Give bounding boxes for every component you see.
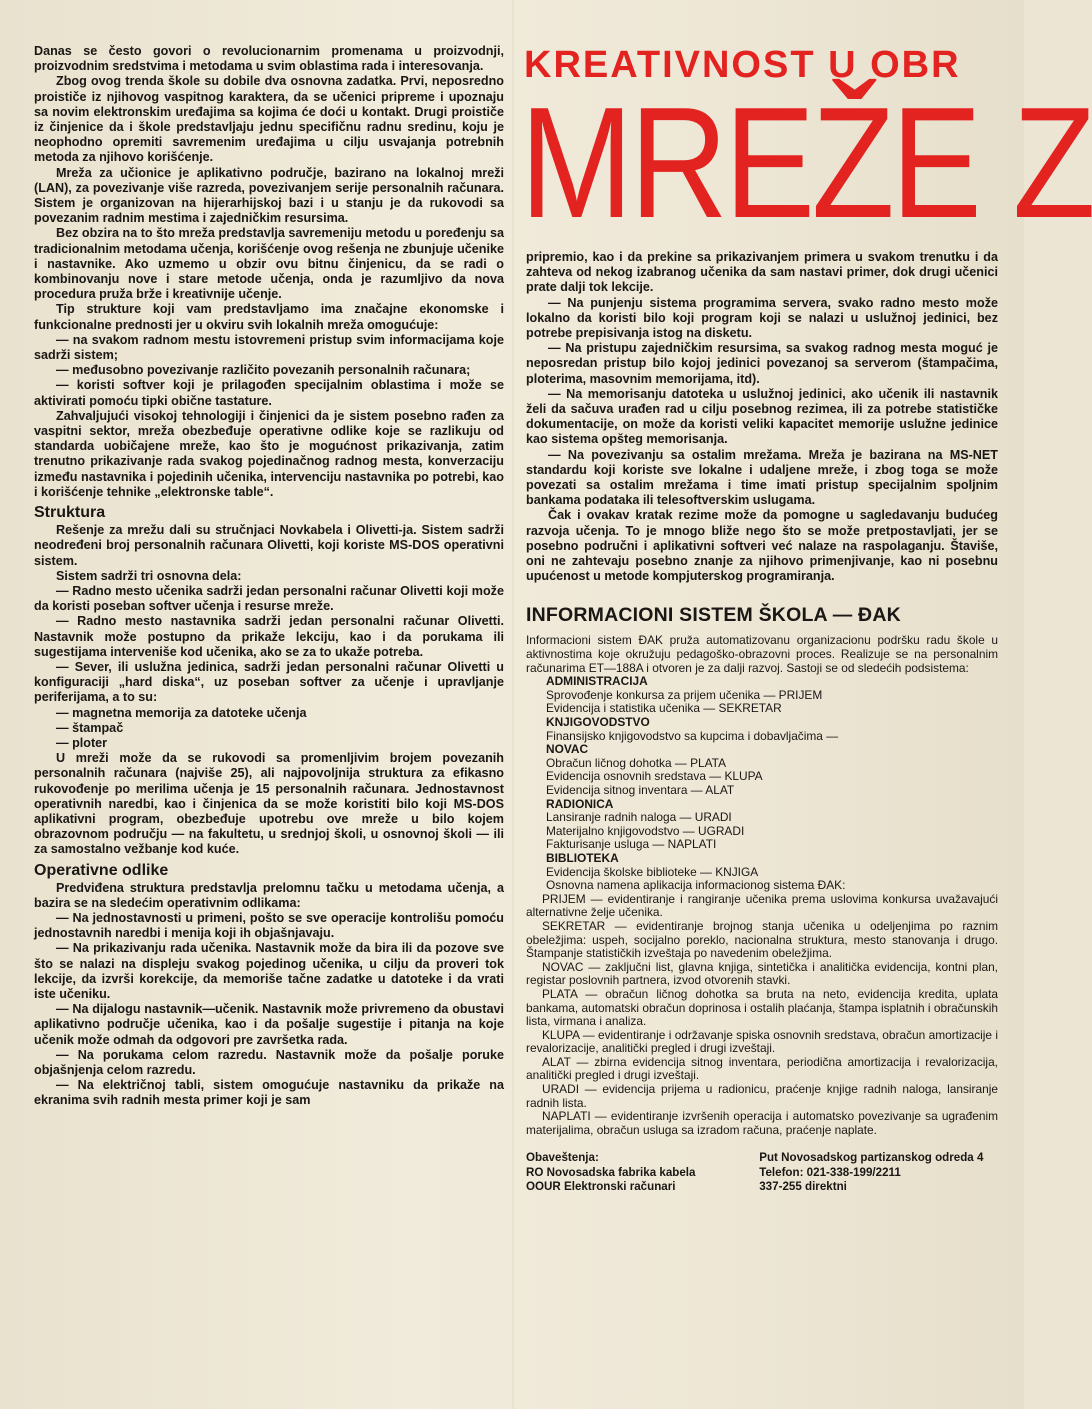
article-paragraph: — štampač	[56, 720, 124, 735]
subsystem-heading: RADIONICA	[546, 796, 614, 811]
info-line: Fakturisanje usluga — NAPLATI	[546, 837, 717, 852]
article-paragraph: Sistem sadrži tri osnovna dela:	[56, 568, 242, 583]
info-line: Lansiranje radnih naloga — URADI	[546, 810, 732, 825]
info-line: Materijalno knjigovodstvo — UGRADI	[546, 823, 745, 838]
page-fold	[512, 0, 514, 1409]
info-box	[526, 604, 998, 1194]
article-paragraph: — na svakom radnom mestu istovremeni pristup svim informacijama koje sadrži sistem;	[34, 332, 504, 363]
subsystem-heading: ADMINISTRACIJA	[546, 674, 648, 689]
article-paragraph: — Na memorisanju datoteka u uslužnoj jedinici, ako učenik ili nastavnik želi da sačuva urađen rad u cilju posebnog rezimea, ili za potrebe statističke dokumentacije, on može da koristi veliki kapacitet memorije uslužne jedinice kao sistema opšteg memorisanja.	[526, 386, 998, 447]
article-paragraph: — Na prikazivanju rada učenika. Nastavnik može da bira ili da pozove sve što se nalazi na displeju svakog pojedinog učenika, u cilju da proveri tok lekcije, da izvrši korekcije, da memoriše tačne zadatke u datoteke i da vrati iste učeniku.	[34, 941, 504, 1001]
info-line: ALAT — zbirna evidencija sitnog inventara, periodična amortizacija i revalorizacija, analitički pregled i drugi izveštaji.	[526, 1054, 998, 1083]
contact-footer	[526, 1151, 998, 1194]
info-line: Obračun ličnog dohotka — PLATA	[546, 755, 726, 770]
footer-notice-label: Obaveštenja:	[526, 1151, 599, 1165]
article-paragraph: — međusobno povezivanje različito povezanih personalnih računara;	[56, 363, 471, 378]
footer-direct-line: 337-255 direktni	[759, 1179, 847, 1193]
right-column	[526, 250, 998, 1360]
subsystem-heading: NOVAC	[546, 742, 589, 757]
article-paragraph: — Na punjenju sistema programima servera, svako radno mesto može lokalno da koristi bilo koji program koji se nalazi u uslužnoj jedinici, bez potrebe prepisivanja istog na disketu.	[526, 295, 998, 341]
info-line: PRIJEM — evidentiranje i rangiranje učenika prema uslovima konkursa uvažavajući alternativne želje učenika.	[526, 891, 998, 920]
article-paragraph: Danas se često govori o revolucionarnim promenama u proizvodnji, proizvodnim sredstvima i metodama u svim oblastima rada i interesovanja.	[34, 44, 504, 74]
article-paragraph: Bez obzira na to što mreža predstavlja savremeniju metodu u poređenju sa tradicionalnim metodama učenja, korišćenje ovog rešenja ne zbunjuje učenike i nastavnike. Ako uzmemo u obzir ovu bitnu činjenicu, da se radi o kombinovanju nove i stare metode učenja, onda je razumljivo da nova procedura pruža brže i kreativnije učenje.	[34, 226, 504, 302]
info-line: SEKRETAR — evidentiranje brojnog stanja učenika u odeljenjima po raznim obeležjima: uspeh, socijalno poreklo, nacionalna struktura, mesto stanovanja i drugo. Štampanje statističkih izveštaja po navedenim obeležjima.	[526, 918, 998, 961]
left-article-column	[34, 44, 504, 1370]
article-paragraph: pripremio, kao i da prekine sa prikazivanjem primera u svakom trenutku i da zahteva od nekog izabranog učenika da sam nastavi primer, dok drugi učenici prate dalji tok lekcije.	[526, 250, 998, 295]
info-line: PLATA — obračun ličnog dohotka sa bruta na neto, evidencija kredita, uplata bankama, automatski obračun doprinosa i ostalih plaćanja, štampa isplatnih i obračunskih lista, virmana i analiza.	[526, 986, 998, 1029]
subsystem-heading: BIBLIOTEKA	[546, 850, 619, 865]
info-line: Evidencija i statistika učenika — SEKRETAR	[546, 701, 782, 716]
info-box-title: INFORMACIONI SISTEM ŠKOLA — ĐAK	[526, 604, 901, 627]
article-paragraph: — koristi softver koji je prilagođen specijalnim oblastima i može se aktivirati pomoću tipki obične tastature.	[34, 378, 504, 408]
article-paragraph: — Na jednostavnosti u primeni, pošto se sve operacije kontrolišu pomoću jednostavnih naredbi i menija koji ih objašnjavaju.	[34, 910, 504, 941]
info-line: NOVAC — zaključni list, glavna knjiga, sintetička i analitička evidencija, kontni plan, registar poslovnih partnera, izvod otvorenih stavki.	[526, 959, 998, 988]
info-line: Finansijsko knjigovodstvo sa kupcima i dobavljačima —	[546, 728, 839, 743]
footer-unit: OOUR Elektronski računari	[526, 1179, 676, 1193]
info-line: Evidencija školske biblioteke — KNJIGA	[546, 864, 759, 879]
article-paragraph: — Na pristupu zajedničkim resursima, sa svakog radnog mesta moguć je neposredan pristup bilo kojoj jedinici povezanoj sa serverom (štampačima, ploterima, masovnim memorijama, itd).	[526, 341, 998, 386]
masthead	[520, 40, 1092, 251]
article-paragraph: Tip strukture koji vam predstavljamo ima značajne ekonomske i funkcionalne prednosti jer u okviru svih lokalnih mreža omogućuje:	[34, 302, 504, 332]
info-line: Sprovođenje konkursa za prijem učenika — PRIJEM	[546, 687, 823, 702]
footer-phone: Telefon: 021-338-199/2211	[759, 1165, 901, 1179]
right-article-continuation	[526, 250, 998, 584]
article-paragraph: — Sever, ili uslužna jedinica, sadrži jedan personalni računar Olivetti u konfiguraciji „hard diska“, uz poseban softver za učenje i upravljanje periferijama, a to su:	[34, 659, 504, 705]
info-line: NAPLATI — evidentiranje izvršenih operacija i automatsko povezivanje sa ugrađenim materijalima, obračun usluga sa izradom računa, praćenje naplate.	[526, 1109, 998, 1137]
info-line: Evidencija sitnog inventara — ALAT	[546, 783, 735, 797]
main-headline: MREŽE Z	[520, 75, 1092, 251]
article-paragraph: Rešenje za mrežu dali su stručnjaci Novkabela i Olivetti-ja. Sistem sadrži neodređeni broj personalnih računara Olivetti, koji koriste MS-DOS operativni sistem.	[34, 523, 504, 568]
section-heading: Operativne odlike	[34, 861, 169, 879]
info-box-body	[526, 634, 998, 1137]
info-line: Informacioni sistem ĐAK pruža automatizovanu organizacionu podršku radu škole u aktivnostima koje okružuju pedagoško-obrazovni proces. Realizuje se na personalnim računarima ET—188A i otvoren je za dalji razvoj. Sastoji se od sledećih podsistema:	[526, 633, 998, 675]
article-paragraph: Predviđena struktura predstavlja prelomnu tačku u metodama učenja, a bazira se na sledećim operativnim odlikama:	[34, 880, 504, 910]
article-paragraph: — Na električnoj tabli, sistem omogućuje nastavniku da prikaže na ekranima svih radnih mesta primer koji je sam	[34, 1078, 504, 1108]
article-paragraph: Mreža za učionice je aplikativno područje, bazirano na lokalnoj mreži (LAN), za povezivanje više razreda, povezivanjem serije personalnih računara. Sistem je organizovan na hijerarhijskoj bazi i u stanju je da rukovodi sa povezanim radnim mestima i zajedničkim resursima.	[34, 165, 504, 226]
info-line: URADI — evidencija prijema u radionicu, praćenje knjige radnih naloga, lansiranje radnih lista.	[526, 1082, 998, 1110]
article-paragraph: — Na porukama celom razredu. Nastavnik može da pošalje poruke objašnjenja celom razredu.	[34, 1047, 504, 1077]
info-line: KLUPA — evidentiranje i održavanje spiska osnovnih sredstava, obračun amortizacije i revalorizacije, analitički pregled i drugi izveštaji.	[526, 1027, 998, 1056]
article-paragraph: — Na dijalogu nastavnik—učenik. Nastavnik može privremeno da obustavi aplikativno područje učenika, kao i da pošalje sugestije i pitanja na koje učenik može odmah da odgovori pre završetka rada.	[34, 1002, 504, 1047]
info-line: Evidencija osnovnih sredstava — KLUPA	[546, 769, 763, 784]
article-paragraph: Zahvaljujući visokoj tehnologiji i činjenici da je sistem posebno rađen za vaspitni sektor, mreža obezbeđuje operativne odlike koje se razlikuju od standarda uobičajene mreže, kao što je mogućnost prikazivanja, zatim trenutno prikazivanje rada svakog pojedinačnog radnog mesta, konverzaciju između nastavnika i pojedinih učenika, intervenciju nastavnika po potrebi, kao i korišćenje tehnike „elektronske table“.	[34, 408, 504, 499]
footer-address: Put Novosadskog partizanskog odreda 4	[759, 1151, 984, 1165]
kicker-headline: KREATIVNOST U OBR	[524, 44, 961, 86]
subsystem-heading: KNJIGOVODSTVO	[546, 715, 650, 730]
footer-company: RO Novosadska fabrika kabela	[526, 1165, 696, 1179]
article-paragraph: — Radno mesto nastavnika sadrži jedan personalni računar Olivetti. Nastavnik može postupno da prikaže lekciju, kao i da porukama ili sugestijama interveniše kod učenika, ako se za to ukaže potreba.	[34, 614, 504, 659]
article-paragraph: — Radno mesto učenika sadrži jedan personalni računar Olivetti koji može da koristi poseban softver učenja i resurse mreže.	[34, 583, 504, 614]
article-paragraph: — ploter	[56, 735, 108, 750]
article-paragraph: Zbog ovog trenda škole su dobile dva osnovna zadatka. Prvi, neposredno proističe iz njihovog vaspitnog karaktera, da se učenici pripreme i upoznaju sa novim elektronskim uređajima sa kojima će doći u kontakt. Drugi proističe iz činjenice da i škole predstavljaju jednu specifičnu radnu sredinu, koju je neophodno opremiti savremenim uređajima u cilju usvajanja potrebnih metoda za njihovo korišćenje.	[34, 74, 504, 165]
article-paragraph: — magnetna memorija za datoteke učenja	[56, 705, 307, 720]
info-line: Osnovna namena aplikacija informacionog sistema ĐAK:	[546, 878, 846, 893]
section-heading: Struktura	[34, 504, 106, 522]
article-paragraph: U mreži može da se rukovodi sa promenljivim brojem povezanih personalnih računara (najviše 25), ali najpovoljnija struktura za efikasno rukovođenje po merilima učenja je 15 personalnih računara. Jednostavnost operativnih naredbi, kao i činjenica da se može koristiti bilo koji MS-DOS aplikativni program, obezbeđuje upotrebu ove mreže u bilo kojem obrazovnom području — na fakultetu, u srednjoj školi, u osnovnoj školi — ili za samostalno vežbanje kod kuće.	[34, 751, 504, 857]
article-paragraph: — Na povezivanju sa ostalim mrežama. Mreža je bazirana na MS-NET standardu koji koriste sve lokalne i udaljene mreže, i zbog toga se može povezati sa ostalim mrežama i time imati pristup specijalnim spoljnim bankama podataka ili telesoftverskim uslugama.	[526, 447, 998, 508]
article-paragraph: Čak i ovakav kratak rezime može da pomogne u sagledavanju budućeg razvoja učenja. To je mnogo bliže nego što se može pretpostavljati, jer se posebno područni i aplikativni softveri već nalaze na raspolaganju. Štaviše, oni ne zahtevaju posebno znanje za njihovo primenjivanje, kao ni posebnu upućenost u metode kompjuterskog programiranja.	[526, 508, 998, 584]
